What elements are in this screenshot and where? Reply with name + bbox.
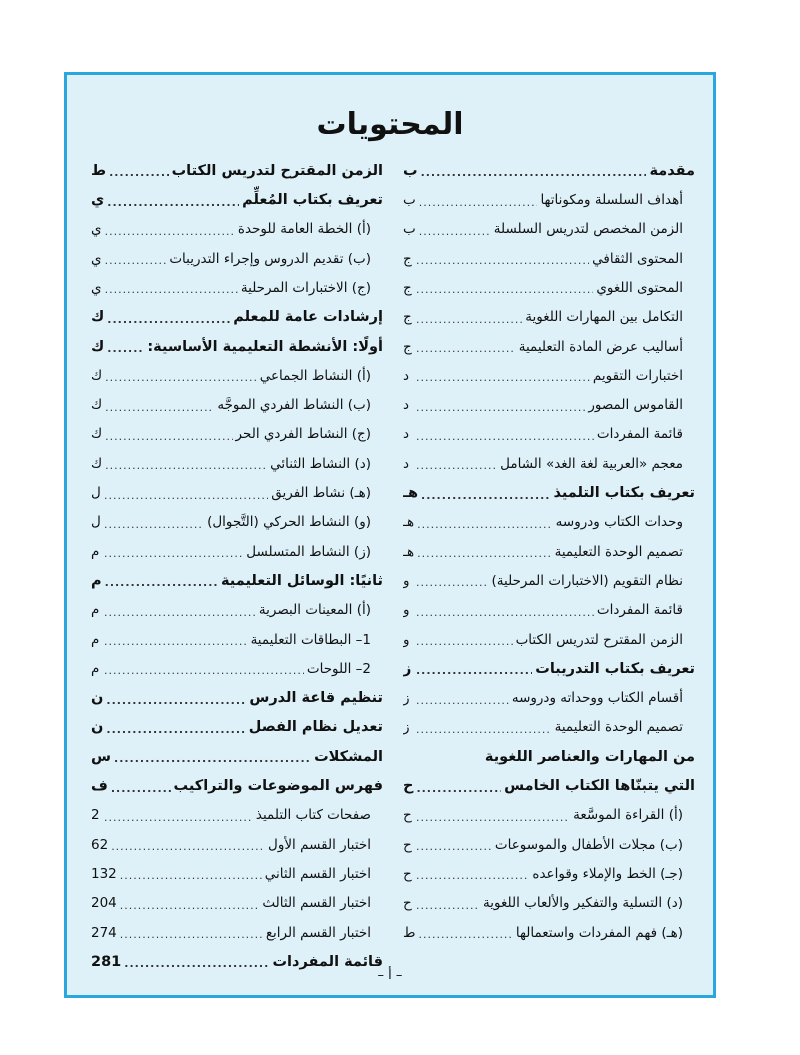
dot-leader xyxy=(106,695,246,706)
dot-leader xyxy=(416,724,552,735)
toc-entry-page: ي xyxy=(91,192,105,209)
toc-entry-page: ن xyxy=(91,690,104,707)
toc-entry-title: اختبار القسم الرابع xyxy=(265,924,371,941)
dot-leader xyxy=(416,783,501,794)
dot-leader xyxy=(416,460,497,471)
toc-entry-title: فهرس الموضوعات والتراكيب xyxy=(173,778,383,795)
toc-entry xyxy=(91,682,383,711)
toc-entry xyxy=(91,389,383,418)
toc-entry-title: تعريف بكتاب التدريبات xyxy=(535,660,695,677)
toc-entry-title: المحتوى اللغوي xyxy=(596,279,683,296)
toc-entry-page: د xyxy=(403,455,410,472)
toc-entry xyxy=(403,800,695,829)
toc-entry-title: معجم «العربية لغة الغد» الشامل xyxy=(500,455,683,472)
toc-entry-title: من المهارات والعناصر اللغوية xyxy=(484,748,695,765)
toc-entry-title: قائمة المفردات xyxy=(596,602,683,619)
toc-entry-title: (جـ) الخط والإملاء وقواعده xyxy=(532,865,683,882)
dot-leader xyxy=(114,753,311,764)
toc-entry-page: ح xyxy=(403,778,414,795)
toc-entry xyxy=(403,653,695,682)
toc-entry-title: تعريف بكتاب التلميذ xyxy=(553,485,695,502)
toc-entry xyxy=(91,858,383,887)
toc-entry-title: المشكلات xyxy=(314,748,383,765)
dot-leader xyxy=(416,255,589,266)
toc-entry xyxy=(91,419,383,448)
toc-entry-page: ج xyxy=(403,250,412,267)
toc-entry-page: ل xyxy=(91,514,101,531)
toc-entry xyxy=(403,741,695,770)
toc-entry-title: اختبار القسم الثاني xyxy=(264,865,371,882)
dot-leader xyxy=(105,577,218,588)
dot-leader xyxy=(107,343,144,354)
toc-entry-title: المحتوى الثقافي xyxy=(592,250,683,267)
dot-leader xyxy=(416,343,516,354)
toc-entry-title: (هـ) فهم المفردات واستعمالها xyxy=(515,924,683,941)
toc-entry-title: الزمن المقترح لتدريس الكتاب xyxy=(171,162,383,179)
toc-entry-page: د xyxy=(403,426,410,443)
dot-leader xyxy=(105,226,235,237)
dot-leader xyxy=(107,314,230,325)
toc-entry-page: ز xyxy=(403,719,410,736)
toc-entry xyxy=(403,594,695,623)
dot-leader xyxy=(104,490,268,501)
toc-entry xyxy=(403,712,695,741)
toc-entry-page: و xyxy=(403,631,410,648)
dot-leader xyxy=(109,167,169,178)
toc-entry-page: 62 xyxy=(91,836,109,853)
toc-entry xyxy=(403,829,695,858)
toc-entry-title: (و) النشاط الحركي (التَّجوال) xyxy=(207,514,371,531)
toc-entry-title: (ج) الاختبارات المرحلية xyxy=(240,279,371,296)
toc-entry-title: (ز) النشاط المتسلسل xyxy=(246,543,371,560)
toc-entry-page: ح xyxy=(403,895,412,912)
toc-entry xyxy=(403,360,695,389)
dot-leader xyxy=(421,167,647,178)
toc-entry-title: (أ) الخطة العامة للوحدة xyxy=(237,221,371,238)
toc-entry-title: مقدمة xyxy=(649,162,695,179)
contents-column-left xyxy=(91,155,383,975)
toc-entry-page: ج xyxy=(403,338,412,355)
toc-entry-page: 2 xyxy=(91,807,100,824)
toc-entry xyxy=(403,214,695,243)
dot-leader xyxy=(416,314,522,325)
toc-entry-page: ك xyxy=(91,338,105,355)
toc-entry-page: ط xyxy=(91,162,107,179)
toc-entry-page: ب xyxy=(403,221,416,238)
toc-entry xyxy=(91,507,383,536)
dot-leader xyxy=(416,870,529,881)
toc-entry-title: الزمن المقترح لتدريس الكتاب xyxy=(515,631,683,648)
toc-entry-page: و xyxy=(403,602,410,619)
toc-entry xyxy=(403,565,695,594)
toc-entry-page: د xyxy=(403,397,410,414)
toc-entry xyxy=(403,448,695,477)
toc-entry-page: ج xyxy=(403,309,412,326)
toc-entry xyxy=(91,214,383,243)
toc-entry xyxy=(91,243,383,272)
dot-leader xyxy=(104,812,253,823)
toc-entry xyxy=(403,419,695,448)
toc-entry-page: د xyxy=(403,367,410,384)
dot-leader xyxy=(419,929,513,940)
toc-entry-page: م xyxy=(91,660,100,677)
toc-entry-title: إرشادات عامة للمعلم xyxy=(233,309,383,326)
toc-entry-title: أقسام الكتاب ووحداته ودروسه xyxy=(511,690,683,707)
dot-leader xyxy=(111,783,171,794)
dot-leader xyxy=(416,372,590,383)
toc-entry xyxy=(403,858,695,887)
toc-entry-title: (ب) مجلات الأطفال والموسوعات xyxy=(494,836,683,853)
dot-leader xyxy=(120,929,263,940)
toc-entry-page: ز xyxy=(403,690,410,707)
toc-entry-title: (د) النشاط الثنائي xyxy=(270,455,371,472)
toc-entry-title: تصميم الوحدة التعليمية xyxy=(554,543,683,560)
toc-entry-page: 274 xyxy=(91,924,117,941)
toc-entry-page: ي xyxy=(91,279,102,296)
toc-entry-title: نظام التقويم (الاختبارات المرحلية) xyxy=(491,572,683,589)
toc-entry-page: هـ xyxy=(403,514,415,531)
toc-entry-title: اختبار القسم الأول xyxy=(268,836,371,853)
toc-entry-page: ب xyxy=(403,162,418,179)
toc-entry-page: ي xyxy=(91,250,102,267)
toc-entry xyxy=(403,536,695,565)
toc-entry xyxy=(403,301,695,330)
toc-entry xyxy=(403,477,695,506)
toc-entry-page: ك xyxy=(91,309,105,326)
toc-entry xyxy=(91,477,383,506)
toc-entry-page: هـ xyxy=(403,543,415,560)
toc-entry xyxy=(91,653,383,682)
toc-entry xyxy=(91,331,383,360)
toc-entry-page: ف xyxy=(91,778,108,795)
toc-entry xyxy=(91,887,383,916)
dot-leader xyxy=(105,460,267,471)
dot-leader xyxy=(417,519,553,530)
toc-entry-title: اختبارات التقويم xyxy=(592,367,683,384)
dot-leader xyxy=(105,402,214,413)
toc-entry-page: ط xyxy=(403,924,416,941)
toc-entry-page: ك xyxy=(91,455,103,472)
dot-leader xyxy=(419,226,491,237)
toc-entry-page: س xyxy=(91,748,112,765)
contents-column-right xyxy=(403,155,695,946)
toc-entry xyxy=(403,887,695,916)
toc-entry-title: (أ) القراءة الموسَّعة xyxy=(573,807,683,824)
dot-leader xyxy=(104,665,304,676)
toc-entry-title: (هـ) نشاط الفريق xyxy=(271,485,371,502)
dot-leader xyxy=(419,197,538,208)
toc-entry xyxy=(403,624,695,653)
toc-entry xyxy=(91,536,383,565)
toc-entry-title: تنظيم قاعة الدرس xyxy=(249,690,383,707)
toc-entry xyxy=(403,243,695,272)
dot-leader xyxy=(120,870,262,881)
toc-entry-title: تعديل نظام الفصل xyxy=(248,719,383,736)
toc-entry xyxy=(91,448,383,477)
toc-entry-page: و xyxy=(403,572,410,589)
toc-entry-page: ح xyxy=(403,836,412,853)
toc-entry-page: ج xyxy=(403,279,412,296)
toc-entry-title: تصميم الوحدة التعليمية xyxy=(554,719,683,736)
dot-leader xyxy=(416,812,570,823)
dot-leader xyxy=(416,284,593,295)
toc-entry-page: ز xyxy=(403,660,412,677)
toc-entry xyxy=(91,360,383,389)
toc-entry-title: الزمن المخصص لتدريس السلسلة xyxy=(493,221,683,238)
toc-entry xyxy=(403,389,695,418)
dot-leader xyxy=(416,577,489,588)
dot-leader xyxy=(111,841,265,852)
dot-leader xyxy=(416,665,532,676)
dot-leader xyxy=(105,372,257,383)
toc-entry xyxy=(91,272,383,301)
toc-entry-title: 1– البطاقات التعليمية xyxy=(250,631,371,648)
toc-entry-title: وحدات الكتاب ودروسه xyxy=(555,514,683,531)
toc-entry-page: ك xyxy=(91,367,103,384)
toc-entry xyxy=(91,741,383,770)
toc-entry xyxy=(403,917,695,946)
page-number: – أ – xyxy=(377,968,403,983)
toc-entry-title: التي يتبنّاها الكتاب الخامس xyxy=(504,778,695,795)
dot-leader xyxy=(416,900,480,911)
toc-entry-title: قائمة المفردات xyxy=(596,426,683,443)
toc-entry xyxy=(91,624,383,653)
dot-leader xyxy=(104,636,248,647)
toc-entry-page: ك xyxy=(91,426,103,443)
page-title: المحتويات xyxy=(316,107,464,142)
toc-entry xyxy=(91,155,383,184)
toc-entry xyxy=(91,184,383,213)
dot-leader xyxy=(416,695,509,706)
dot-leader xyxy=(416,636,513,647)
toc-entry-title: اختبار القسم الثالث xyxy=(262,895,371,912)
dot-leader xyxy=(107,197,239,208)
dot-leader xyxy=(105,255,167,266)
toc-entry-title: (د) التسلية والتفكير والألعاب اللغوية xyxy=(483,895,683,912)
toc-entry-page: م xyxy=(91,572,102,589)
toc-entry-title: ثانيًا: الوسائل التعليمية xyxy=(221,572,383,589)
toc-entry-page: ح xyxy=(403,807,412,824)
toc-entry-page: 204 xyxy=(91,895,117,912)
toc-entry-page: ل xyxy=(91,485,101,502)
toc-entry xyxy=(403,184,695,213)
toc-entry xyxy=(91,594,383,623)
toc-entry-page: ب xyxy=(403,192,416,209)
toc-entry-page: 281 xyxy=(91,953,122,970)
toc-entry-title: صفحات كتاب التلميذ xyxy=(255,807,371,824)
toc-entry-title: تعريف بكتاب المُعلِّم xyxy=(242,192,383,209)
dot-leader xyxy=(416,431,594,442)
dot-leader xyxy=(106,724,245,735)
toc-entry-page: هـ xyxy=(403,485,419,502)
toc-entry xyxy=(91,565,383,594)
toc-entry xyxy=(403,507,695,536)
toc-entry xyxy=(91,301,383,330)
toc-entry-page: ك xyxy=(91,397,103,414)
toc-entry xyxy=(91,917,383,946)
toc-entry-title: (ب) النشاط الفردي الموجَّه xyxy=(217,397,371,414)
toc-entry xyxy=(91,770,383,799)
dot-leader xyxy=(104,607,256,618)
toc-entry-page: م xyxy=(91,543,100,560)
toc-entry xyxy=(91,829,383,858)
dot-leader xyxy=(417,548,552,559)
dot-leader xyxy=(416,402,585,413)
toc-entry-title: قائمة المفردات xyxy=(272,953,383,970)
toc-entry-title: (ج) النشاط الفردي الحر xyxy=(235,426,371,443)
toc-entry xyxy=(91,800,383,829)
toc-entry-page: ي xyxy=(91,221,102,238)
dot-leader xyxy=(416,607,594,618)
toc-entry xyxy=(403,155,695,184)
toc-entry-page: م xyxy=(91,602,100,619)
toc-entry xyxy=(403,331,695,360)
toc-entry xyxy=(403,770,695,799)
toc-entry-title: أهداف السلسلة ومكوناتها xyxy=(540,192,683,209)
toc-entry-page: ح xyxy=(403,865,412,882)
dot-leader xyxy=(105,284,238,295)
toc-entry-title: القاموس المصور xyxy=(588,397,683,414)
dot-leader xyxy=(104,519,204,530)
dot-leader xyxy=(120,900,260,911)
toc-entry-title: (أ) النشاط الجماعي xyxy=(259,367,371,384)
dot-leader xyxy=(421,490,550,501)
dot-leader xyxy=(104,548,243,559)
toc-entry-title: (ب) تقديم الدروس وإجراء التدريبات xyxy=(169,250,371,267)
toc-entry-title: (أ) المعينات البصرية xyxy=(258,602,371,619)
toc-entry-title: أساليب عرض المادة التعليمية xyxy=(518,338,683,355)
toc-entry-title: أولًا: الأنشطة التعليمية الأساسية: xyxy=(147,338,383,355)
toc-entry-page: 132 xyxy=(91,865,117,882)
dot-leader xyxy=(416,841,492,852)
dot-leader xyxy=(105,431,232,442)
toc-entry xyxy=(403,272,695,301)
toc-entry xyxy=(403,682,695,711)
toc-entry xyxy=(91,712,383,741)
toc-entry-title: 2– اللوحات xyxy=(306,660,371,677)
toc-entry-page: ن xyxy=(91,719,104,736)
contents-frame xyxy=(64,72,716,998)
toc-entry-title: التكامل بين المهارات اللغوية xyxy=(525,309,683,326)
toc-entry-page: م xyxy=(91,631,100,648)
